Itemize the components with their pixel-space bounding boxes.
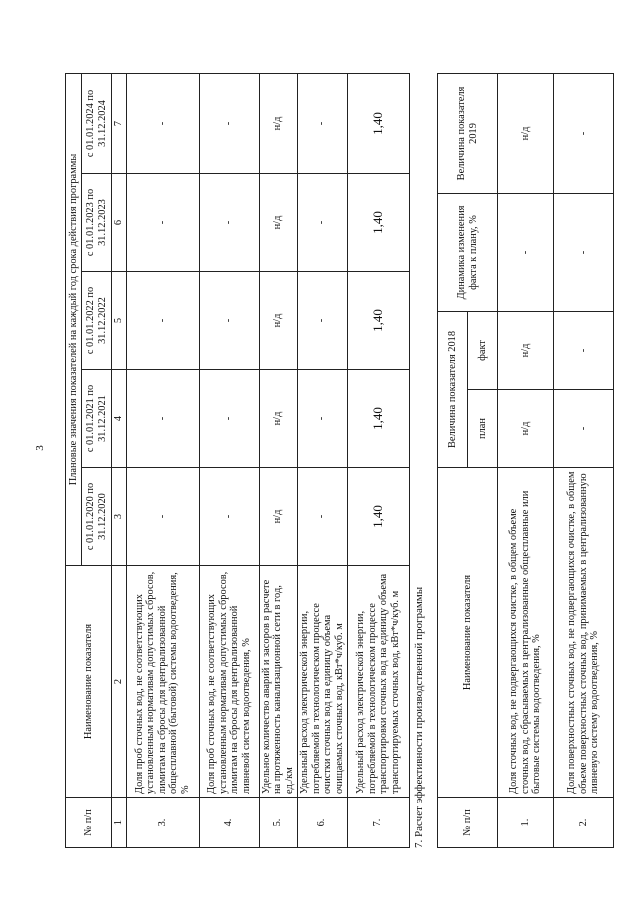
indicator-name: Удельное количество аварий и засоров в расчете на протяженность канализационной сети в год, ед./км: [259, 566, 297, 798]
t1-period-2024: с 01.01.2024 по 31.12.2024: [82, 73, 112, 173]
t1-colnum: 5: [112, 272, 127, 370]
value-cell: -: [199, 73, 259, 173]
t1-period-2022: с 01.01.2022 по 31.12.2022: [82, 272, 112, 370]
t2-header-plan: план: [468, 390, 498, 468]
rotated-page-content: [65, 68, 635, 848]
t2-header-fact: факт: [468, 311, 498, 389]
value-cell: 1,40: [347, 73, 409, 173]
t2-header-2018: Величина показателя 2018: [438, 311, 468, 467]
table-row: [126, 73, 199, 847]
table-row: [498, 73, 554, 847]
row-number: 6.: [297, 798, 347, 848]
row-number: 7.: [347, 798, 409, 848]
table-row: [297, 73, 347, 847]
row-number: 3.: [126, 798, 199, 848]
value-cell: -: [297, 73, 347, 173]
value-cell: -: [297, 468, 347, 566]
table-row: [259, 73, 297, 847]
fact-cell: -: [554, 311, 614, 389]
value-cell: н/д: [259, 468, 297, 566]
t1-header-group: Плановые значения показателей на каждый год срока действия программы: [66, 73, 82, 565]
value-cell: -: [297, 370, 347, 468]
page-number: 3: [34, 445, 46, 451]
fact-cell: н/д: [498, 311, 554, 389]
dynamics-cell: -: [554, 193, 614, 311]
value-cell: -: [199, 370, 259, 468]
t1-colnum: 4: [112, 370, 127, 468]
value-cell: н/д: [259, 174, 297, 272]
plan-cell: -: [554, 390, 614, 468]
t1-colnum: 6: [112, 174, 127, 272]
value-cell: н/д: [259, 370, 297, 468]
indicator-name: Доля поверхностных сточных вод, не подвергающихся очистке, в общем объеме поверхностных сточных вод, принимаемых в централизованную ливневую систему водоотведения, %: [554, 468, 614, 798]
indicator-name: Удельный расход электрической энергии, потребляемой в технологическом процессе очистки сточных вод на единицу объема очищаемых сточных вод, кВт*ч/куб. м: [297, 566, 347, 798]
value-cell: -: [297, 272, 347, 370]
table-row: [199, 73, 259, 847]
value-2019-cell: -: [554, 73, 614, 193]
table-row: [347, 73, 409, 847]
t1-header-num: № п/п: [66, 798, 112, 848]
t2-header-dynamics: Динамика изменения факта к плану, %: [438, 193, 498, 311]
value-cell: -: [126, 73, 199, 173]
t1-period-2020: с 01.01.2020 по 31.12.2020: [82, 468, 112, 566]
t1-header-name: Наименование показателя: [66, 566, 112, 798]
t2-header-2019: Величина показателя 2019: [438, 73, 498, 193]
value-cell: -: [126, 468, 199, 566]
value-cell: -: [126, 174, 199, 272]
value-cell: -: [126, 272, 199, 370]
t2-header-name: Наименование показателя: [438, 468, 498, 798]
row-number: 2.: [554, 798, 614, 848]
value-cell: -: [297, 174, 347, 272]
indicator-name: Удельный расход электрической энергии, потребляемой в технологическом процессе транспортировки сточных вод на единицу объема транспортируемых сточных вод, кВт*ч/куб. м: [347, 566, 409, 798]
indicators-plan-table: [65, 73, 410, 848]
value-cell: 1,40: [347, 174, 409, 272]
t1-colnum: 2: [112, 566, 127, 798]
t1-colnum: 7: [112, 73, 127, 173]
dynamics-cell: -: [498, 193, 554, 311]
efficiency-table: [437, 73, 614, 848]
value-cell: н/д: [259, 272, 297, 370]
value-cell: -: [199, 174, 259, 272]
plan-cell: н/д: [498, 390, 554, 468]
t2-header-num: № п/п: [438, 798, 498, 848]
value-cell: 1,40: [347, 272, 409, 370]
t1-period-2023: с 01.01.2023 по 31.12.2023: [82, 174, 112, 272]
row-number: 4.: [199, 798, 259, 848]
t1-colnum: 3: [112, 468, 127, 566]
section-heading: 7. Расчет эффективности производственной программы: [413, 586, 425, 848]
value-cell: -: [199, 272, 259, 370]
indicator-name: Доля проб сточных вод, не соответствующих установленным нормативам допустимых сбросов, лимитам на сбросы для централизованной ливневой систем водоотведения, %: [199, 566, 259, 798]
t1-colnum: 1: [112, 798, 127, 848]
value-2019-cell: н/д: [498, 73, 554, 193]
value-cell: н/д: [259, 73, 297, 173]
value-cell: 1,40: [347, 468, 409, 566]
row-number: 1.: [498, 798, 554, 848]
value-cell: -: [199, 468, 259, 566]
t1-period-2021: с 01.01.2021 по 31.12.2021: [82, 370, 112, 468]
value-cell: -: [126, 370, 199, 468]
row-number: 5.: [259, 798, 297, 848]
table-row: [554, 73, 614, 847]
value-cell: 1,40: [347, 370, 409, 468]
indicator-name: Доля проб сточных вод, не соответствующих установленным нормативам допустимых сбросов, лимитам на сбросы для централизованной общесплавной (бытовой) системы водоотведения, %: [126, 566, 199, 798]
indicator-name: Доля сточных вод, не подвергающихся очистке, в общем объеме сточных вод, сбрасываемых в централизованные общесплавные или бытовые системы водоотведения, %: [498, 468, 554, 798]
